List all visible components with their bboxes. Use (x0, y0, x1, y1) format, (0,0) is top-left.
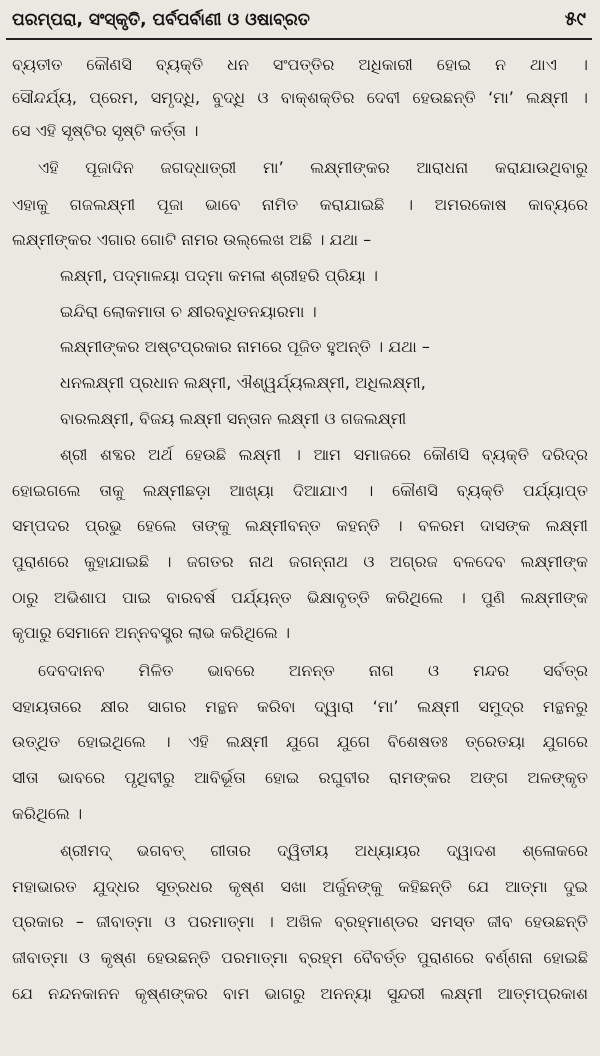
text-line: ଜୀବାତ୍ମା ଓ କୃଷ୍ଣ ହେଉଛନ୍ତି ପରମାତ୍ମା ବ୍ରହ୍ମ ବୈବର୍ତ୍ତ ପୁରାଣରେ ବର୍ଣ୍ଣନା ହୋଇଛି (12, 948, 588, 967)
page-number: ୫୯ (564, 8, 586, 30)
running-header (10, 6, 590, 40)
text-line: ବ୍ୟତୀତ କୌଣସି ବ୍ୟକ୍ତି ଧନ ସଂପତ୍ତିର ଅଧିକାରୀ ହୋଇ ନ ଥାଏ । (12, 55, 588, 74)
text-line: ଏହି ପୂଜାଦିନ ଜଗଦ୍ଧାତ୍ରୀ ମା’ ଲକ୍ଷ୍ମୀଙ୍କର ଆରାଧନା କରାଯାଉଥିବାରୁ (38, 158, 588, 177)
verse-line: ବାରଲକ୍ଷ୍ମୀ, ବିଜୟ ଲକ୍ଷ୍ମୀ ସନ୍ତାନ ଲକ୍ଷ୍ମୀ ଓ ଗଜଲକ୍ଷ୍ମୀ (60, 409, 407, 428)
verse-line: ଧନଲକ୍ଷ୍ମୀ ପ୍ରଧାନ ଲକ୍ଷ୍ମୀ, ଐଶ୍ୱର୍ଯ୍ୟଲକ୍ଷ୍ମୀ, ଅଧିଲକ୍ଷ୍ମୀ, (60, 373, 426, 392)
text-line: ଯେ ନନ୍ଦନକାନନ କୃଷ୍ଣଙ୍କର ବାମ ଭାଗରୁ ଅନନ୍ୟା ସୁନ୍ଦରୀ ଲକ୍ଷ୍ମୀ ଆତ୍ମପ୍ରକାଶ (12, 984, 588, 1003)
text-line: ସୀତା ଭାବରେ ପୃଥିବୀରୁ ଆବିର୍ଭୂତା ହୋଇ ରଘୁବୀର ରାମଙ୍କର ଅଙ୍ଗ ଅଳଙ୍କୃତ (12, 768, 588, 787)
text-line: ଶ୍ରୀ ଶବ୍ଦର ଅର୍ଥ ହେଉଛି ଲକ୍ଷ୍ମୀ । ଆମ ସମାଜରେ କୌଣସି ବ୍ୟକ୍ତି ଦରିଦ୍ର (60, 445, 588, 464)
text-line: ଉତ୍‌ଥିତ ହୋଇଥିଲେ । ଏହି ଲକ୍ଷ୍ମୀ ଯୁଗେ ଯୁଗେ ବିଶେଷତଃ ତ୍ରେତୟା ଯୁଗରେ (12, 732, 588, 751)
text-line: ଶ୍ରୀମଦ୍ ଭଗବତ୍ ଗୀତାର ଦ୍ୱିତୀୟ ଅଧ୍ୟାୟର ଦ୍ୱାଦଶ ଶ୍ଳୋକରେ (60, 841, 588, 860)
header-title: ପରମ୍ପରା, ସଂସ୍କୃତି, ପର୍ବପର୍ବାଣୀ ଓ ଓଷାବ୍ରତ (12, 10, 310, 30)
text-line: ହୋଇଗଲେ ତାକୁ ଲକ୍ଷ୍ମୀଛଡ଼ା ଆଖ୍ୟା ଦିଆଯାଏ । କୌଣସି ବ୍ୟକ୍ତି ପର୍ଯ୍ୟାପ୍ତ (12, 481, 588, 500)
text-line: ସହାୟତାରେ କ୍ଷୀର ସାଗର ମନ୍ଥନ କରିବା ଦ୍ୱାରା ‘ମା’ ଲକ୍ଷ୍ମୀ ସମୁଦ୍ର ମନ୍ଥନରୁ (12, 697, 588, 716)
text-line: ଏହାକୁ ଗଜଲକ୍ଷ୍ମୀ ପୂଜା ଭାବେ ନାମିତ କରାଯାଇଛି । ଅମରକୋଷ କାବ୍ୟରେ (12, 195, 588, 214)
text-line: ଦେବଦାନବ ମିଳିତ ଭାବରେ ଅନନ୍ତ ନାଗ ଓ ମନ୍ଦର ସର୍ବତ୍ର (38, 661, 588, 680)
text-line: କରିଥିଲେ । (12, 804, 83, 823)
text-line: ସମ୍ପଦର ପ୍ରଭୁ ହେଲେ ତାଙ୍କୁ ଲକ୍ଷ୍ମୀବନ୍ତ କହନ୍ତି । ବଳରମ ଦାସଙ୍କ ଲକ୍ଷ୍ମୀ (12, 516, 588, 535)
verse-line: ଲକ୍ଷ୍ମୀଙ୍କର ଅଷ୍ଟପ୍ରକାର ନାମରେ ପୂଜିତ ହୁଅନ୍ତି । ଯଥା – (60, 337, 430, 356)
text-line: ସୌନ୍ଦର୍ଯ୍ୟ, ପ୍ରେମ, ସମୃଦ୍ଧି, ବୁଦ୍ଧି ଓ ବାକ୍‌ଶକ୍ତିର ଦେବୀ ହେଉଛନ୍ତି ‘ମା’ ଲକ୍ଷ୍ମୀ । (12, 88, 588, 107)
text-line: ପ୍ରକାର – ଜୀବାତ୍ମା ଓ ପରମାତ୍ମା । ଅଖିଳ ବ୍ରହ୍ମାଣ୍ଡର ସମସ୍ତ ଜୀବ ହେଉଛନ୍ତି (12, 912, 588, 931)
text-line: ମହାଭାରତ ଯୁଦ୍ଧର ସୂତ୍ରଧର କୃଷ୍ଣ ସଖା ଅର୍ଜୁନଙ୍କୁ କହିଛନ୍ତି ଯେ ଆତ୍ମା ଦୁଇ (12, 877, 588, 896)
header-rule (6, 38, 592, 40)
text-line: କୃପାରୁ ସେମାନେ ଅନ୍ନବସ୍ତ୍ର ଲାଭ କରିଥିଲେ । (12, 623, 291, 642)
text-line: ପୁରାଣରେ କୁହାଯାଇଛି । ଜଗତର ନାଥ ଜଗନ୍ନାଥ ଓ ଅଗ୍ରଜ ବଳଦେବ ଲକ୍ଷ୍ମୀଙ୍କ (12, 552, 588, 571)
verse-line: ଲକ୍ଷ୍ମୀ, ପଦ୍ମାଳୟା ପଦ୍ମା କମଳା ଶ୍ରୀହରି ପ୍ରିୟା । (60, 266, 378, 285)
text-line: ଲକ୍ଷ୍ମୀଙ୍କର ଏଗାର ଗୋଟି ନାମର ଉଲ୍ଲେଖ ଅଛି । ଯଥା – (12, 230, 372, 249)
text-line: ଠାରୁ ଅଭିଶାପ ପାଇ ବାରବର୍ଷ ପର୍ଯ୍ୟନ୍ତ ଭିକ୍ଷାବୃତ୍ତି କରିଥିଲେ । ପୁଣି ଲକ୍ଷ୍ମୀଙ୍କ (12, 588, 588, 607)
verse-line: ଇନ୍ଦିରା ଲୋକମାତା ଚ କ୍ଷୀରବ୍ଧିତନୟାରମା । (60, 302, 317, 321)
text-line: ସେ ଏହି ସୃଷ୍ଟିର ସୃଷ୍ଟି କର୍ତ୍ତା । (12, 121, 199, 140)
